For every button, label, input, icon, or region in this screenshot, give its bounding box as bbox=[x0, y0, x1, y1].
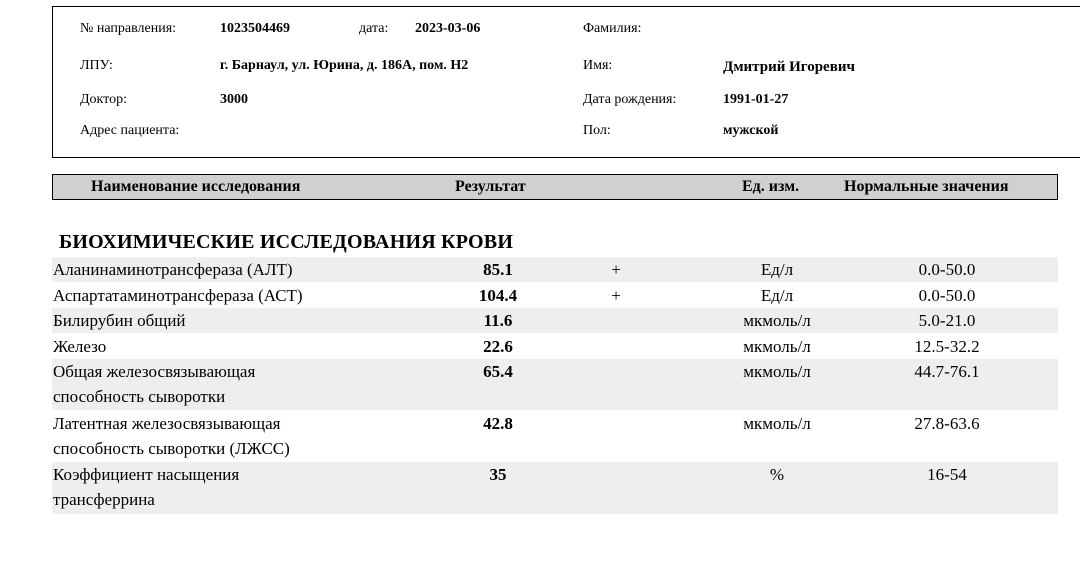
table-header bbox=[52, 174, 1058, 200]
test-unit: мкмоль/л bbox=[743, 311, 811, 330]
test-result: 65.4 bbox=[483, 362, 513, 381]
normal-range: 44.7-76.1 bbox=[914, 362, 980, 381]
doctor-label: Доктор: bbox=[80, 92, 127, 107]
test-result: 42.8 bbox=[483, 414, 513, 433]
column-header-name: Наименование исследования bbox=[91, 178, 301, 195]
referral-label: № направления: bbox=[80, 21, 177, 36]
date-label: дата: bbox=[359, 21, 389, 36]
date-value: 2023-03-06 bbox=[415, 21, 481, 36]
test-name: Железо bbox=[53, 337, 107, 356]
test-name: Аспартатаминотрансфераза (АСТ) bbox=[53, 286, 303, 305]
column-header-normal: Нормальные значения bbox=[844, 178, 1009, 195]
normal-range: 12.5-32.2 bbox=[914, 337, 980, 356]
test-result: 35 bbox=[489, 465, 507, 484]
table-row bbox=[52, 411, 1058, 462]
column-header-unit: Ед. изм. bbox=[742, 178, 800, 195]
lpu-value: г. Барнаул, ул. Юрина, д. 186А, пом. Н2 bbox=[220, 58, 469, 73]
test-name: Билирубин общий bbox=[53, 311, 186, 330]
test-result: 22.6 bbox=[483, 337, 513, 356]
test-result: 85.1 bbox=[483, 260, 513, 279]
test-result: 104.4 bbox=[478, 286, 518, 305]
birth-date-label: Дата рождения: bbox=[583, 92, 677, 107]
sex-value: мужской bbox=[723, 123, 779, 138]
normal-range: 0.0-50.0 bbox=[918, 260, 976, 279]
abnormal-flag: + bbox=[611, 286, 621, 305]
test-unit: Ед/л bbox=[760, 286, 794, 305]
patient-info-box bbox=[52, 6, 1080, 158]
section-title: БИОХИМИЧЕСКИЕ ИССЛЕДОВАНИЯ КРОВИ bbox=[59, 231, 514, 253]
table-row bbox=[52, 283, 1058, 308]
name-label: Имя: bbox=[583, 58, 613, 73]
table-row bbox=[52, 359, 1058, 410]
doctor-value: 3000 bbox=[220, 92, 248, 107]
test-name: Общая железосвязывающая способность сыворотки bbox=[53, 362, 256, 406]
test-name: Коэффициент насыщения трансферрина bbox=[53, 465, 240, 509]
normal-range: 16-54 bbox=[927, 465, 967, 484]
birth-date-value: 1991-01-27 bbox=[723, 92, 789, 107]
sex-label: Пол: bbox=[583, 123, 611, 138]
test-result: 11.6 bbox=[483, 311, 513, 330]
test-unit: мкмоль/л bbox=[743, 414, 811, 433]
table-row bbox=[52, 462, 1058, 514]
address-label: Адрес пациента: bbox=[80, 123, 180, 138]
normal-range: 27.8-63.6 bbox=[914, 414, 980, 433]
referral-number: 1023504469 bbox=[220, 21, 290, 36]
test-unit: мкмоль/л bbox=[743, 337, 811, 356]
table-row bbox=[52, 334, 1058, 359]
name-value: Дмитрий Игоревич bbox=[723, 59, 855, 75]
test-name: Аланинаминотрансфераза (АЛТ) bbox=[53, 260, 293, 279]
test-unit: Ед/л bbox=[760, 260, 794, 279]
test-name: Латентная железосвязывающая способность сыворотки (ЛЖСС) bbox=[53, 414, 290, 458]
normal-range: 5.0-21.0 bbox=[918, 311, 976, 330]
table-row bbox=[52, 257, 1058, 282]
abnormal-flag: + bbox=[611, 260, 621, 279]
table-row bbox=[52, 308, 1058, 333]
column-header-result: Результат bbox=[455, 178, 526, 195]
test-unit: мкмоль/л bbox=[743, 362, 811, 381]
normal-range: 0.0-50.0 bbox=[918, 286, 976, 305]
surname-label: Фамилия: bbox=[583, 21, 642, 36]
lpu-label: ЛПУ: bbox=[80, 58, 113, 73]
test-unit: % bbox=[769, 465, 785, 484]
